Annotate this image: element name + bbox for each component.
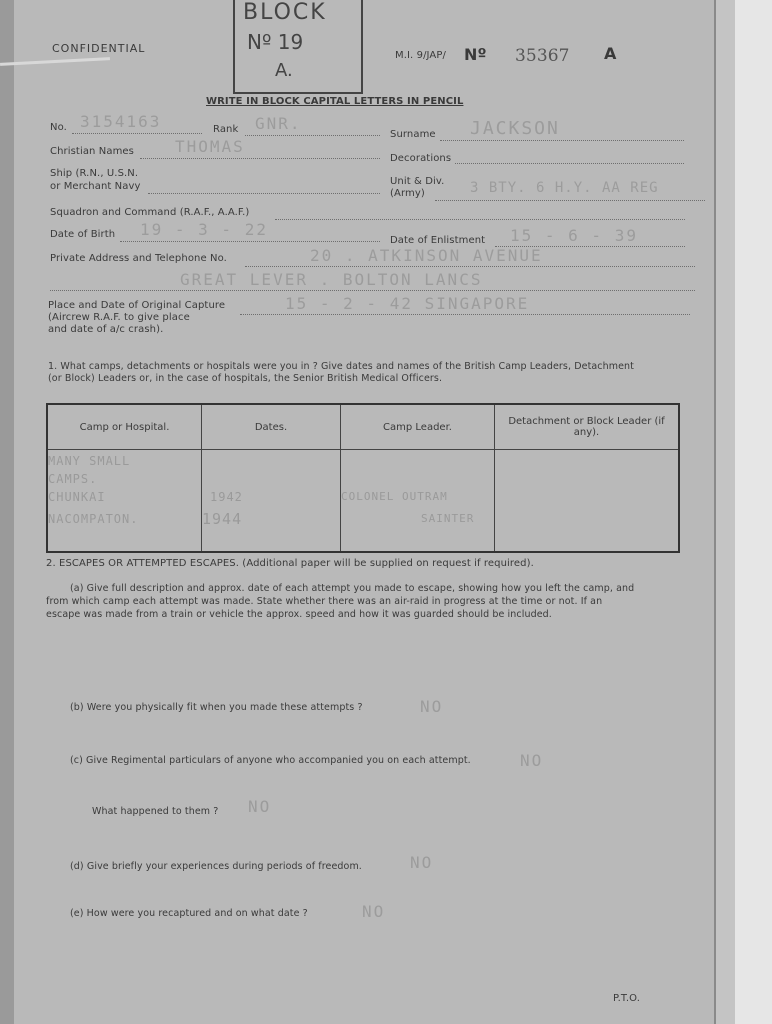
decorations-line	[455, 163, 684, 164]
form-number: 35367	[515, 46, 570, 66]
q2-heading: 2. ESCAPES OR ATTEMPTED ESCAPES. (Additional paper will be supplied on request if required).	[46, 558, 534, 569]
unit-label-2: (Army)	[390, 188, 425, 199]
date-entry: 1942	[210, 490, 243, 504]
camp-entry: MANY SMALL	[48, 454, 131, 468]
q2e-answer: NO	[362, 902, 386, 921]
unit-label-1: Unit & Div.	[390, 176, 445, 187]
capture-line	[240, 314, 690, 315]
stamp-line-3: A.	[275, 60, 293, 81]
dob-value: 19 - 3 - 22	[140, 220, 268, 239]
leader-cell	[341, 450, 495, 553]
rank-value: GNR.	[255, 114, 302, 133]
christian-names-value: THOMAS	[175, 137, 245, 156]
date-entry: 1944	[202, 510, 243, 528]
capture-value: 15 - 2 - 42 SINGAPORE	[285, 294, 530, 313]
col-header-camp: Camp or Hospital.	[47, 404, 202, 450]
q2a-text-2: from which camp each attempt was made. State whether there was an air-raid in progress at the time or not. If an	[46, 596, 603, 607]
ship-label-1: Ship (R.N., U.S.N.	[50, 168, 139, 179]
q1-text-1: 1. What camps, detachments or hospitals were you in ? Give dates and names of the British Camp Leaders, Detachment	[48, 361, 635, 372]
capture-label-3: and date of a/c crash).	[48, 324, 164, 335]
q2b-text: (b) Were you physically fit when you made these attempts ?	[70, 702, 363, 713]
address-line-1: 20 . ATKINSON AVENUE	[310, 246, 543, 265]
pto-label: P.T.O.	[613, 993, 640, 1004]
page-stack-edge	[712, 0, 735, 1024]
q2b-answer: NO	[420, 697, 444, 716]
enlistment-label: Date of Enlistment	[390, 235, 486, 246]
leader-entry: COLONEL OUTRAM	[341, 490, 448, 503]
detachment-cell	[495, 450, 680, 553]
address-label: Private Address and Telephone No.	[50, 253, 227, 264]
background-edge	[735, 0, 772, 1024]
christian-names-line	[140, 158, 380, 159]
form-ref: M.I. 9/JAP/	[395, 50, 446, 61]
col-header-dates: Dates.	[202, 404, 341, 450]
unit-value: 3 BTY. 6 H.Y. AA REG	[470, 180, 659, 196]
squadron-label: Squadron and Command (R.A.F., A.A.F.)	[50, 207, 250, 218]
address-line-underline-1	[245, 266, 695, 267]
capture-label-2: (Aircrew R.A.F. to give place	[48, 312, 190, 323]
leader-entry	[341, 450, 494, 472]
address-line-2: GREAT LEVER . BOLTON LANCS	[180, 270, 483, 289]
q2e-text: (e) How were you recaptured and on what date ?	[70, 908, 308, 919]
rank-line	[245, 135, 380, 136]
surname-label: Surname	[390, 129, 436, 140]
col-header-detachment: Detachment or Block Leader (if any).	[495, 404, 680, 450]
dob-label: Date of Birth	[50, 229, 116, 240]
form-no-label: Nº	[464, 45, 487, 64]
address-line-underline-2	[50, 290, 695, 291]
q2c2-text: What happened to them ?	[92, 806, 219, 817]
q2c-text: (c) Give Regimental particulars of anyone who accompanied you on each attempt.	[70, 755, 471, 766]
q2d-answer: NO	[410, 853, 434, 872]
unit-line	[435, 200, 705, 201]
capture-label-1: Place and Date of Original Capture	[48, 300, 226, 311]
rank-label: Rank	[213, 124, 239, 135]
confidential-label: CONFIDENTIAL	[52, 42, 146, 55]
no-label: No.	[50, 122, 67, 133]
camp-entry: NACOMPATON.	[48, 512, 139, 526]
surname-value: JACKSON	[470, 118, 560, 139]
q2a-text-1: (a) Give full description and approx. date of each attempt you made to escape, showing how you left the camp, and	[70, 583, 635, 594]
dob-line	[120, 241, 380, 242]
ship-label-2: or Merchant Navy	[50, 181, 141, 192]
dates-cell	[202, 450, 341, 553]
no-line	[72, 133, 202, 134]
date-entry	[202, 450, 340, 472]
enlistment-value: 15 - 6 - 39	[510, 226, 638, 245]
col-header-leader: Camp Leader.	[341, 404, 495, 450]
q2c-answer: NO	[520, 751, 544, 770]
block-stamp	[233, 0, 363, 94]
ship-line	[148, 193, 380, 194]
q2c2-answer: NO	[248, 797, 272, 816]
date-entry	[202, 472, 340, 486]
leader-entry	[341, 472, 494, 486]
squadron-line	[275, 219, 685, 220]
stamp-line-2: Nº 19	[247, 30, 304, 54]
camp-cell	[47, 450, 202, 553]
camp-entry: CAMPS.	[48, 472, 98, 486]
stamp-line-1: BLOCK	[243, 0, 327, 25]
instruction-heading: WRITE IN BLOCK CAPITAL LETTERS IN PENCIL	[206, 96, 464, 107]
decorations-label: Decorations	[390, 153, 452, 164]
camps-table	[46, 403, 680, 553]
q2d-text: (d) Give briefly your experiences during periods of freedom.	[70, 861, 362, 872]
form-suffix: A	[604, 44, 617, 63]
christian-names-label: Christian Names	[50, 146, 134, 157]
leader-entry: SAINTER	[421, 512, 475, 525]
surname-line	[440, 140, 684, 141]
camp-entry: CHUNKAI	[48, 490, 106, 504]
no-value: 3154163	[80, 112, 162, 131]
q2a-text-3: escape was made from a train or vehicle the approx. speed and how it was guarded should be included.	[46, 609, 552, 620]
q1-text-2: (or Block) Leaders or, in the case of hospitals, the Senior British Medical Officers.	[48, 373, 443, 384]
